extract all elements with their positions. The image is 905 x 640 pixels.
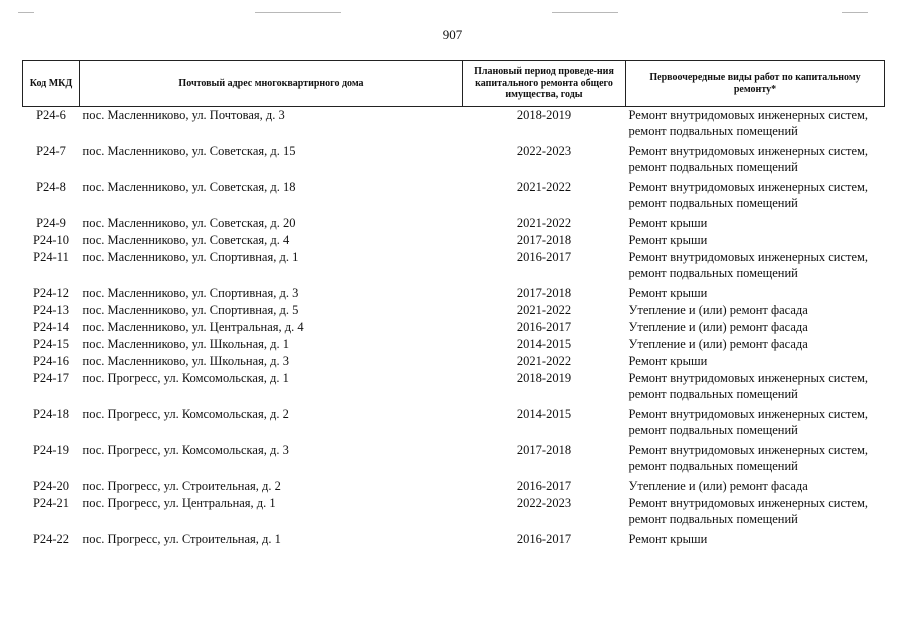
cell-works (626, 353, 885, 370)
page-number: 907 (442, 27, 463, 42)
cell-period: 2014-2015 (516, 407, 572, 421)
table-row (23, 215, 885, 232)
works-line: ремонт подвальных помещений (628, 124, 798, 138)
cell-works (626, 215, 885, 232)
table-row (23, 495, 885, 531)
cell-code: Р24-6 (36, 108, 66, 122)
table-row (23, 319, 885, 336)
cell-works (626, 107, 885, 144)
cell-address: пос. Масленниково, ул. Советская, д. 20 (82, 216, 296, 230)
cell-code: Р24-20 (32, 479, 70, 493)
cell-address: пос. Масленниково, ул. Советская, д. 4 (82, 233, 290, 247)
cell-works (626, 406, 885, 442)
cell-code: Р24-17 (32, 371, 70, 385)
cell-works (626, 370, 885, 406)
table-header-row (23, 61, 885, 107)
cell-works (626, 179, 885, 215)
cell-code: Р24-10 (32, 233, 70, 247)
table-row (23, 143, 885, 179)
cell-address: пос. Прогресс, ул. Строительная, д. 2 (82, 479, 281, 493)
table-row (23, 232, 885, 249)
works-line: Ремонт внутридомовых инженерных систем, (628, 443, 869, 457)
cell-period: 2016-2017 (516, 532, 572, 546)
cell-works (626, 232, 885, 249)
cell-address: пос. Масленниково, ул. Центральная, д. 4 (82, 320, 304, 334)
cell-works (626, 285, 885, 302)
table-row (23, 336, 885, 353)
works-line: Утепление и (или) ремонт фасада (628, 303, 808, 317)
table-row (23, 179, 885, 215)
works-line: ремонт подвальных помещений (628, 423, 798, 437)
cell-address: пос. Масленниково, ул. Спортивная, д. 5 (82, 303, 299, 317)
cell-period: 2021-2022 (516, 303, 572, 317)
works-line: Ремонт внутридомовых инженерных систем, (628, 407, 869, 421)
cell-works (626, 495, 885, 531)
cell-works (626, 478, 885, 495)
table-row (23, 107, 885, 144)
cell-code: Р24-9 (36, 216, 66, 230)
cell-period: 2016-2017 (516, 479, 572, 493)
header-code: Код МКД (23, 61, 80, 107)
works-line: ремонт подвальных помещений (628, 266, 798, 280)
header-period: Плановый период проведе-ния капитального ремонта общего имущества, годы (463, 61, 626, 107)
header-address: Почтовый адрес многоквартирного дома (80, 61, 463, 107)
works-line: Ремонт крыши (628, 532, 708, 546)
cell-address: пос. Масленниково, ул. Школьная, д. 1 (82, 337, 289, 351)
works-line: Ремонт внутридомовых инженерных систем, (628, 108, 869, 122)
works-line: ремонт подвальных помещений (628, 512, 798, 526)
cell-code: Р24-21 (32, 496, 70, 510)
cell-address: пос. Масленниково, ул. Спортивная, д. 3 (82, 286, 299, 300)
cell-address: пос. Прогресс, ул. Центральная, д. 1 (82, 496, 276, 510)
cell-code: Р24-19 (32, 443, 70, 457)
cell-address: пос. Прогресс, ул. Комсомольская, д. 1 (82, 371, 289, 385)
works-line: Ремонт внутридомовых инженерных систем, (628, 496, 869, 510)
cell-works (626, 336, 885, 353)
works-line: Ремонт внутридомовых инженерных систем, (628, 180, 869, 194)
cell-code: Р24-8 (36, 180, 66, 194)
cell-period: 2016-2017 (516, 250, 572, 264)
works-line: Ремонт внутридомовых инженерных систем, (628, 371, 869, 385)
cell-period: 2018-2019 (516, 108, 572, 122)
cell-address: пос. Масленниково, ул. Советская, д. 18 (82, 180, 296, 194)
table-row (23, 302, 885, 319)
works-line: ремонт подвальных помещений (628, 160, 798, 174)
cell-code: Р24-12 (32, 286, 70, 300)
cell-code: Р24-7 (36, 144, 66, 158)
cell-period: 2017-2018 (516, 443, 572, 457)
cell-code: Р24-14 (32, 320, 70, 334)
cell-address: пос. Масленниково, ул. Почтовая, д. 3 (82, 108, 285, 122)
cell-code: Р24-18 (32, 407, 70, 421)
works-line: ремонт подвальных помещений (628, 459, 798, 473)
cell-works (626, 442, 885, 478)
cell-address: пос. Прогресс, ул. Строительная, д. 1 (82, 532, 281, 546)
cell-period: 2017-2018 (516, 286, 572, 300)
cell-code: Р24-11 (33, 250, 69, 264)
cell-period: 2014-2015 (516, 337, 572, 351)
works-line: Утепление и (или) ремонт фасада (628, 320, 808, 334)
capital-repair-table (22, 60, 885, 548)
cell-period: 2021-2022 (516, 180, 572, 194)
cell-works (626, 531, 885, 548)
cell-works (626, 319, 885, 336)
works-line: Ремонт крыши (628, 216, 708, 230)
cell-period: 2018-2019 (516, 371, 572, 385)
cell-period: 2021-2022 (516, 216, 572, 230)
works-line: Утепление и (или) ремонт фасада (628, 479, 808, 493)
works-line: ремонт подвальных помещений (628, 196, 798, 210)
cell-period: 2016-2017 (516, 320, 572, 334)
cell-address: пос. Прогресс, ул. Комсомольская, д. 3 (82, 443, 289, 457)
cell-works (626, 249, 885, 285)
cell-code: Р24-15 (32, 337, 70, 351)
cell-works (626, 302, 885, 319)
works-line: Ремонт крыши (628, 354, 708, 368)
table-row (23, 406, 885, 442)
table-row (23, 285, 885, 302)
cell-address: пос. Прогресс, ул. Комсомольская, д. 2 (82, 407, 289, 421)
header-works: Первоочередные виды работ по капитальному ремонту* (626, 61, 885, 107)
cell-address: пос. Масленниково, ул. Советская, д. 15 (82, 144, 296, 158)
cell-code: Р24-13 (32, 303, 70, 317)
table-row (23, 531, 885, 548)
works-line: ремонт подвальных помещений (628, 387, 798, 401)
cell-period: 2017-2018 (516, 233, 572, 247)
table-row (23, 249, 885, 285)
table-row (23, 370, 885, 406)
works-line: Утепление и (или) ремонт фасада (628, 337, 808, 351)
table-row (23, 478, 885, 495)
works-line: Ремонт крыши (628, 233, 708, 247)
works-line: Ремонт внутридомовых инженерных систем, (628, 250, 869, 264)
cell-period: 2021-2022 (516, 354, 572, 368)
cell-period: 2022-2023 (516, 144, 572, 158)
works-line: Ремонт крыши (628, 286, 708, 300)
table-row (23, 353, 885, 370)
cell-address: пос. Масленниково, ул. Спортивная, д. 1 (82, 250, 299, 264)
cell-period: 2022-2023 (516, 496, 572, 510)
cell-works (626, 143, 885, 179)
table-body (23, 107, 885, 549)
table-row (23, 442, 885, 478)
cell-code: Р24-22 (32, 532, 70, 546)
cell-code: Р24-16 (32, 354, 70, 368)
cell-address: пос. Масленниково, ул. Школьная, д. 3 (82, 354, 289, 368)
works-line: Ремонт внутридомовых инженерных систем, (628, 144, 869, 158)
